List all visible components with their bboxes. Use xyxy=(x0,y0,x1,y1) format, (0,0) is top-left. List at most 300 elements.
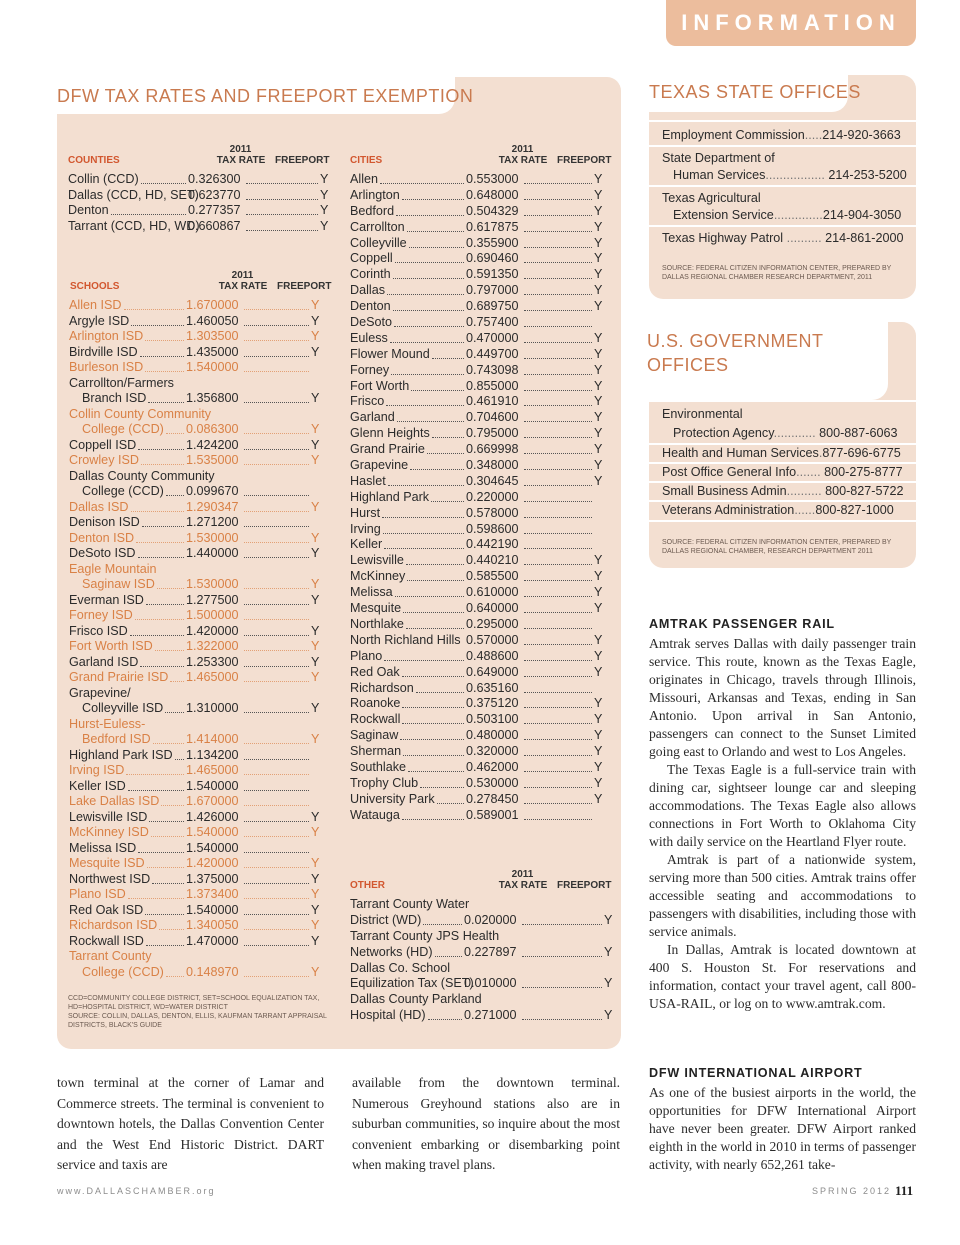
counties-table xyxy=(68,172,330,234)
row-tax-rate: 0.304645 xyxy=(466,473,519,488)
table-row xyxy=(69,887,331,903)
table-row xyxy=(350,760,612,776)
leader-dots xyxy=(145,371,184,372)
table-row xyxy=(69,298,331,314)
gov-offices-source xyxy=(662,538,902,556)
row-freeport: Y xyxy=(594,346,603,361)
leader-dots xyxy=(130,635,184,636)
row-name: Colleyville xyxy=(350,235,407,250)
leader-dots xyxy=(386,405,464,406)
leader-dots xyxy=(524,501,592,502)
row-freeport: Y xyxy=(311,437,320,452)
leader-dots xyxy=(393,278,464,279)
leader-dots xyxy=(244,650,309,651)
leader-dots xyxy=(395,262,464,263)
row-freeport: Y xyxy=(594,235,603,250)
row-tax-rate: 1.340050 xyxy=(186,918,239,932)
leader-dots xyxy=(407,231,464,232)
leader-dots xyxy=(380,183,464,184)
office-name-cont: Protection Agency xyxy=(673,426,774,440)
leader-dots xyxy=(244,433,309,434)
leader-dots xyxy=(244,619,309,620)
row-name: Tarrant County xyxy=(69,949,152,963)
leader-dots xyxy=(406,564,464,565)
leader-dots xyxy=(524,183,592,184)
row-name: Denison ISD xyxy=(69,515,140,529)
row-name: Burleson ISD xyxy=(69,360,144,374)
table-row xyxy=(350,204,612,220)
row-tax-rate: 0.591350 xyxy=(466,267,519,282)
row-name: Forney ISD xyxy=(69,608,133,622)
section-tab-label: INFORMATION xyxy=(681,10,901,35)
row-tax-rate: 1.670000 xyxy=(186,794,239,808)
row-name: McKinney xyxy=(350,569,406,584)
row-name: Euless xyxy=(350,330,388,345)
row-freeport: Y xyxy=(594,473,603,488)
row-name: North Richland Hills xyxy=(350,632,461,647)
leader-dots xyxy=(165,712,184,713)
leader-dots xyxy=(142,526,184,527)
row-freeport: Y xyxy=(594,219,603,234)
leader-dots xyxy=(388,485,464,486)
leader-dots xyxy=(524,485,592,486)
row-name: Dallas (CCD, HD, SET) xyxy=(68,187,199,202)
year-label: 2011 xyxy=(229,144,252,155)
section-tab xyxy=(666,0,916,46)
leader-dots xyxy=(431,501,464,502)
table-row xyxy=(69,500,331,516)
row-freeport: Y xyxy=(594,553,603,568)
table-row xyxy=(350,776,612,792)
leader-dots xyxy=(244,883,309,884)
leader-dots xyxy=(394,326,464,327)
row-tax-rate: 0.504329 xyxy=(466,203,519,218)
table-row xyxy=(68,219,330,235)
table-row xyxy=(350,728,612,744)
row-tax-rate: 0.470000 xyxy=(466,330,519,345)
leader-dots xyxy=(390,342,464,343)
row-tax-rate: 0.530000 xyxy=(466,775,519,790)
row-name: Frisco xyxy=(350,394,385,409)
row-tax-rate: 0.743098 xyxy=(466,362,519,377)
leader-dots xyxy=(244,852,309,853)
gov-office-hhs: Health and Human Services.877-696-6775 xyxy=(662,446,901,460)
table-row xyxy=(69,903,331,919)
row-tax-rate: 0.375120 xyxy=(466,696,519,711)
row-freeport: Y xyxy=(594,394,603,409)
leader-dots xyxy=(244,371,309,372)
leader-dots xyxy=(140,356,184,357)
row-name: DeSoto ISD xyxy=(69,546,136,560)
row-freeport: Y xyxy=(594,585,603,600)
row-tax-rate: 0.148970 xyxy=(186,964,239,979)
row-name: District (WD) xyxy=(350,912,422,927)
row-name: Bedford xyxy=(350,203,395,218)
source-line: SOURCE: FEDERAL CITIZEN INFORMATION CENTER, PREPARED BY xyxy=(662,539,892,546)
office-phone: 800-887-6063 xyxy=(819,426,898,440)
schools-label: SCHOOLS xyxy=(70,281,120,292)
table-row xyxy=(350,696,612,712)
amtrak-para-4: In Dallas, Amtrak is located downtown at 400 S. Houston St. For reservations and information, contact your travel agent, call 800-USA-RAIL, or log on to www.amtrak.com. xyxy=(649,942,916,1011)
row-tax-rate: 0.690460 xyxy=(466,251,519,266)
gov-title-line: OFFICES xyxy=(647,355,729,375)
office-name: Small Business Admin xyxy=(662,484,787,498)
row-name: Garland xyxy=(350,410,395,425)
row-name: Grapevine xyxy=(350,458,409,473)
row-name: Roanoke xyxy=(350,696,401,711)
leader-dots xyxy=(244,449,309,450)
gov-title-line: U.S. GOVERNMENT xyxy=(647,331,824,351)
table-row xyxy=(350,410,612,426)
table-row xyxy=(69,872,331,888)
leader-dots xyxy=(244,945,309,946)
leader-dots xyxy=(166,433,184,434)
row-tax-rate: 0.326300 xyxy=(188,172,241,186)
panel-title: DFW TAX RATES AND FREEPORT EXEMPTION xyxy=(57,86,474,106)
table-row xyxy=(69,624,331,640)
leader-dots xyxy=(135,619,184,620)
leader-dots xyxy=(428,1019,462,1020)
table-row xyxy=(69,577,331,593)
row-tax-rate: 0.570000 xyxy=(466,632,519,647)
footnote-line: SOURCE: COLLIN, DALLAS, DENTON, ELLIS, KAUFMAN TARRANT APPRAISAL xyxy=(68,1013,327,1020)
leader-dots xyxy=(524,612,592,613)
row-freeport: Y xyxy=(594,696,603,711)
row-name: Hurst-Euless- xyxy=(69,716,146,731)
table-row xyxy=(69,825,331,841)
row-name: Plano ISD xyxy=(69,887,126,901)
row-freeport: Y xyxy=(311,964,320,979)
cities-header xyxy=(350,144,612,168)
leader-dots xyxy=(411,390,464,391)
row-tax-rate: 1.424200 xyxy=(186,437,239,452)
year-label: 2011 xyxy=(511,144,534,155)
leader-dots xyxy=(244,712,309,713)
leader-dots xyxy=(522,956,602,957)
table-row xyxy=(350,961,615,977)
table-row xyxy=(69,562,331,578)
row-name: Flower Mound xyxy=(350,346,430,361)
table-row xyxy=(69,918,331,934)
table-row xyxy=(69,639,331,655)
table-row xyxy=(69,779,331,795)
table-row xyxy=(350,929,615,945)
table-row xyxy=(69,732,331,748)
leader-dots xyxy=(393,310,464,311)
freeport-label: FREEPORT xyxy=(557,880,612,891)
leader-dots xyxy=(420,787,464,788)
state-offices-title: TEXAS STATE OFFICES xyxy=(649,82,861,102)
row-name: Irving ISD xyxy=(69,763,125,777)
leader-dots xyxy=(427,453,464,454)
table-row xyxy=(350,633,612,649)
row-freeport: Y xyxy=(604,1008,613,1023)
leader-dots xyxy=(244,604,309,605)
bottom-column-1: town terminal at the corner of Lamar and Commerce streets. The terminal is convenient to downtown hotels, the Dallas Convention Center and the West End Historic District. DART service and taxis are xyxy=(57,1075,324,1172)
leader-dots xyxy=(244,898,309,899)
row-name: Trophy Club xyxy=(350,775,419,790)
table-row xyxy=(350,992,615,1008)
row-name: Rockwall xyxy=(350,712,401,727)
row-tax-rate: 1.470000 xyxy=(186,933,239,948)
office-phone: 800-275-8777 xyxy=(824,465,903,479)
row-tax-rate: 0.689750 xyxy=(466,299,519,314)
table-row xyxy=(350,601,612,617)
leader-dots xyxy=(402,723,464,724)
row-name: Equilization Tax (SET) xyxy=(350,976,474,991)
row-tax-rate: 1.670000 xyxy=(186,298,239,312)
row-freeport: Y xyxy=(311,344,320,359)
table-row xyxy=(68,188,330,204)
leader-dots xyxy=(524,580,592,581)
row-freeport: Y xyxy=(594,378,603,393)
row-name: Richardson xyxy=(350,680,414,695)
table-row xyxy=(69,686,331,702)
row-tax-rate: 1.322000 xyxy=(186,639,239,653)
footnote-line: DISTRICTS, BLACK'S GUIDE xyxy=(68,1022,162,1029)
state-office-highway-patrol: Texas Highway Patrol .......... 214-861-2000 xyxy=(662,231,904,245)
freeport-label: FREEPORT xyxy=(275,155,330,166)
footnote-line: CCD=COMMUNITY COLLEGE DISTRICT, SET=SCHOOL EQUALIZATION TAX, xyxy=(68,995,320,1002)
leader-dots xyxy=(244,340,309,341)
row-name: Carrollton/Farmers xyxy=(69,375,174,390)
row-freeport: Y xyxy=(320,172,329,186)
table-row xyxy=(69,531,331,547)
row-name: Melissa xyxy=(350,585,393,600)
table-row xyxy=(69,469,331,485)
row-name: Corinth xyxy=(350,267,391,282)
tax-rate-label: TAX RATE xyxy=(498,880,548,891)
table-row xyxy=(69,484,331,500)
table-row xyxy=(350,1008,615,1024)
row-tax-rate: 1.420000 xyxy=(186,623,239,638)
leader-dots xyxy=(524,199,592,200)
row-tax-rate: 1.303500 xyxy=(186,329,239,343)
row-freeport: Y xyxy=(594,299,603,314)
table-row xyxy=(69,810,331,826)
leader-dots xyxy=(131,325,184,326)
office-phone: 877-696-6775 xyxy=(822,446,901,460)
row-name: Garland ISD xyxy=(69,654,139,669)
row-tax-rate: 0.669998 xyxy=(466,442,519,457)
dfw-airport-heading: DFW INTERNATIONAL AIRPORT xyxy=(649,1066,863,1080)
table-row xyxy=(69,794,331,810)
leader-dots xyxy=(524,660,592,661)
leader-dots xyxy=(423,924,462,925)
row-name: Arlington xyxy=(350,187,400,202)
leader-dots xyxy=(244,836,309,837)
row-tax-rate: 0.553000 xyxy=(466,172,519,186)
row-name: Mesquite xyxy=(350,601,402,616)
leader-dots xyxy=(246,183,318,184)
page-number: 111 xyxy=(895,1183,914,1198)
row-freeport: Y xyxy=(604,912,613,927)
leader-dots xyxy=(524,819,592,820)
row-freeport: Y xyxy=(311,313,320,328)
row-name: College (CCD) xyxy=(82,964,164,979)
row-name: Highland Park xyxy=(350,489,430,504)
footer-issue: SPRING 2012 xyxy=(812,1186,892,1196)
row-tax-rate: 0.278450 xyxy=(466,791,519,806)
row-tax-rate: 0.795000 xyxy=(466,426,519,441)
row-name: Watauga xyxy=(350,807,400,822)
leader-dots xyxy=(524,628,592,629)
leader-dots xyxy=(407,580,464,581)
row-tax-rate: 0.295000 xyxy=(466,616,519,631)
row-name: College (CCD) xyxy=(82,422,164,436)
row-name: Hurst xyxy=(350,505,381,520)
table-row xyxy=(69,453,331,469)
row-freeport: Y xyxy=(594,267,603,282)
leader-dots xyxy=(147,867,184,868)
freeport-label: FREEPORT xyxy=(277,281,332,292)
row-tax-rate: 0.010000 xyxy=(464,976,517,991)
table-row xyxy=(350,394,612,410)
table-row xyxy=(69,593,331,609)
leader-dots xyxy=(524,326,592,327)
row-name: Lewisville xyxy=(350,553,404,568)
table-row xyxy=(69,422,331,438)
other-label: OTHER xyxy=(350,880,385,891)
row-freeport: Y xyxy=(311,577,320,591)
leader-dots xyxy=(244,743,309,744)
row-tax-rate: 1.253300 xyxy=(186,654,239,669)
leader-dots xyxy=(437,803,464,804)
leader-dots xyxy=(244,495,309,496)
table-row xyxy=(350,585,612,601)
counties-header xyxy=(68,144,330,168)
leader-dots xyxy=(246,230,318,231)
table-row xyxy=(69,717,331,733)
row-name: Hospital (HD) xyxy=(350,1008,426,1023)
gov-office-post-office: Post Office General Info....... 800-275-8777 xyxy=(662,465,903,479)
row-tax-rate: 1.460050 xyxy=(186,313,239,328)
table-row xyxy=(69,965,331,981)
row-name: Frisco ISD xyxy=(69,623,128,638)
row-name: Denton xyxy=(350,299,391,314)
state-office-agricultural: Texas Agricultural Extension Service..............214-904-3050 xyxy=(662,191,902,222)
row-freeport: Y xyxy=(311,732,320,746)
row-freeport: Y xyxy=(311,639,320,653)
leader-dots xyxy=(402,676,464,677)
leader-dots xyxy=(155,650,184,651)
tax-rate-label: TAX RATE xyxy=(218,281,268,292)
table-row xyxy=(350,331,612,347)
row-tax-rate: 1.465000 xyxy=(186,763,239,777)
leader-dots xyxy=(141,183,186,184)
row-tax-rate: 0.578000 xyxy=(466,505,519,520)
table-row xyxy=(69,360,331,376)
cities-table xyxy=(350,172,612,824)
row-freeport: Y xyxy=(604,976,613,991)
leader-dots xyxy=(159,929,184,930)
leader-dots xyxy=(384,548,464,549)
leader-dots xyxy=(244,929,309,930)
leader-dots xyxy=(128,898,184,899)
row-tax-rate: 1.373400 xyxy=(186,887,239,901)
row-name: Everman ISD xyxy=(69,592,144,607)
row-freeport: Y xyxy=(311,623,320,638)
table-row xyxy=(350,236,612,252)
leader-dots xyxy=(246,199,318,200)
leader-dots xyxy=(408,771,464,772)
row-tax-rate: 1.465000 xyxy=(186,670,239,684)
row-freeport: Y xyxy=(311,654,320,669)
other-header xyxy=(350,869,612,893)
leader-dots xyxy=(244,464,309,465)
row-name: Highland Park ISD xyxy=(69,747,173,762)
row-freeport: Y xyxy=(594,601,603,616)
row-name: Rockwall ISD xyxy=(69,933,144,948)
row-tax-rate: 0.488600 xyxy=(466,648,519,663)
row-name: Denton ISD xyxy=(69,530,135,545)
table-row xyxy=(350,681,612,697)
table-row xyxy=(69,376,331,392)
table-row xyxy=(69,515,331,531)
row-tax-rate: 1.540000 xyxy=(186,825,239,839)
freeport-label: FREEPORT xyxy=(557,155,612,166)
row-name: Plano xyxy=(350,648,383,663)
row-tax-rate: 0.086300 xyxy=(186,422,239,436)
table-row xyxy=(69,438,331,454)
leader-dots xyxy=(138,852,184,853)
row-tax-rate: 0.227897 xyxy=(464,944,517,959)
leader-dots xyxy=(157,588,184,589)
row-tax-rate: 0.348000 xyxy=(466,458,519,473)
row-tax-rate: 0.020000 xyxy=(464,912,517,927)
leader-dots xyxy=(432,437,464,438)
leader-dots xyxy=(524,215,592,216)
row-name: Branch ISD xyxy=(82,391,147,405)
row-freeport: Y xyxy=(594,712,603,727)
state-office-human-services: State Department of Human Services................. 214-253-5200 xyxy=(662,151,907,182)
leader-dots xyxy=(396,215,464,216)
year-label: 2011 xyxy=(231,270,254,281)
leader-dots xyxy=(126,774,184,775)
row-tax-rate: 0.617875 xyxy=(466,219,519,234)
row-freeport: Y xyxy=(594,330,603,345)
row-freeport: Y xyxy=(311,809,320,824)
row-tax-rate: 1.356800 xyxy=(186,391,239,405)
table-row xyxy=(350,267,612,283)
gov-office-epa: Environmental Protection Agency............ 800-887-6063 xyxy=(662,407,898,440)
leader-dots xyxy=(146,604,184,605)
table-row xyxy=(350,315,612,331)
row-tax-rate: 1.540000 xyxy=(186,778,239,793)
leader-dots xyxy=(244,635,309,636)
row-name: Dallas Co. School xyxy=(350,960,451,975)
row-tax-rate: 1.310000 xyxy=(186,701,239,715)
table-row xyxy=(350,665,612,681)
table-row xyxy=(350,474,612,490)
year-label: 2011 xyxy=(511,869,534,880)
row-tax-rate: 0.660867 xyxy=(188,218,241,233)
table-row xyxy=(68,203,330,219)
leader-dots xyxy=(140,666,184,667)
office-name-cont: Human Services xyxy=(673,168,766,182)
divider xyxy=(649,145,916,147)
row-freeport: Y xyxy=(311,918,320,932)
row-tax-rate: 0.797000 xyxy=(466,283,519,298)
row-freeport: Y xyxy=(594,458,603,473)
row-freeport: Y xyxy=(311,530,320,545)
row-name: Denton xyxy=(68,203,109,218)
row-tax-rate: 1.277500 xyxy=(186,592,239,607)
leader-dots xyxy=(524,390,592,391)
leader-dots xyxy=(524,437,592,438)
leader-dots xyxy=(153,743,184,744)
row-name: Arlington ISD xyxy=(69,329,144,343)
